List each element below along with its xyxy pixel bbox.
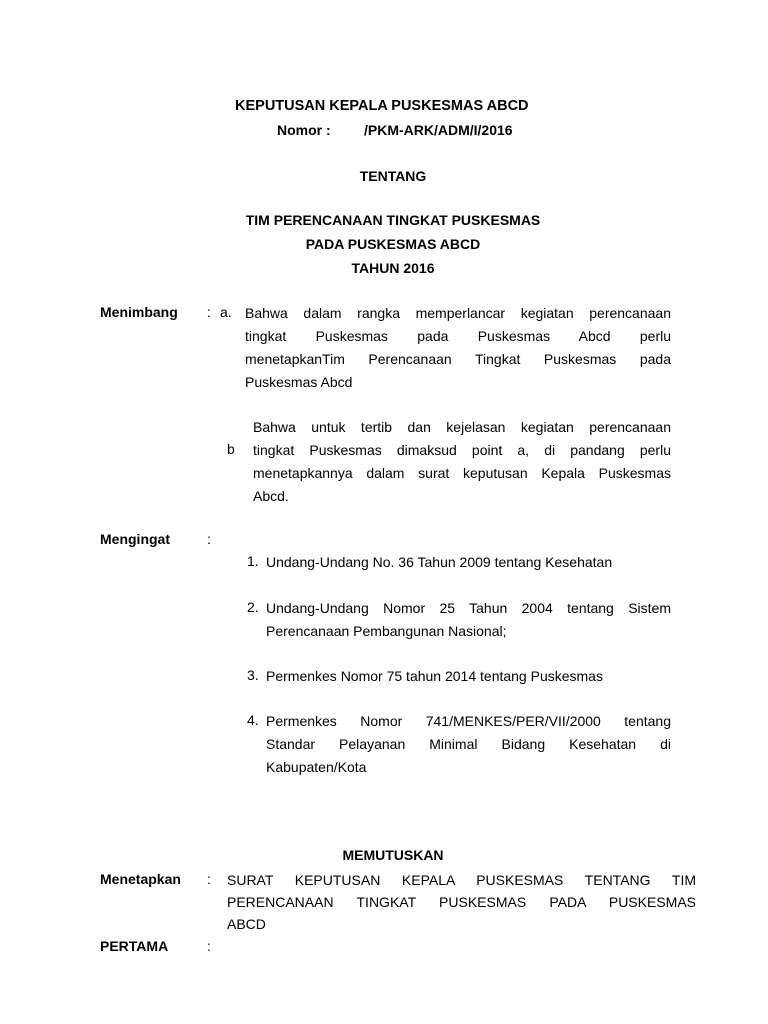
menetapkan-line-1: SURAT KEPUTUSAN KEPALA PUSKESMAS TENTANG TIM [227,872,696,888]
menimbang-item-b-marker: b [227,441,235,457]
document-title: KEPUTUSAN KEPALA PUSKESMAS ABCD [235,98,529,114]
subject-line-1: TIM PERENCANAAN TINGKAT PUSKESMAS [245,212,541,228]
mengingat-item-4-line-2: Standar Pelayanan Minimal Bidang Kesehatan di [266,736,671,752]
mengingat-item-4-number: 4. [247,712,259,728]
mengingat-item-4-line-1: Permenkes Nomor 741/MENKES/PER/VII/2000 tentang [266,713,671,729]
pertama-label: PERTAMA [100,938,169,954]
mengingat-item-3-line-1: Permenkes Nomor 75 tahun 2014 tentang Puskesmas [266,668,603,684]
memutuskan-heading: MEMUTUSKAN [342,847,444,863]
menimbang-item-a-line-4: Puskesmas Abcd [245,374,353,390]
menimbang-item-a-marker: a. [220,304,232,320]
mengingat-item-4-line-3: Kabupaten/Kota [266,759,367,775]
menimbang-item-b-line-2: tingkat Puskesmas dimaksud point a, di pandang perlu [253,442,671,458]
menimbang-item-b-line-3: menetapkannya dalam surat keputusan Kepala Puskesmas [253,465,671,481]
mengingat-item-2-number: 2. [247,599,259,615]
mengingat-item-1-line-1: Undang-Undang No. 36 Tahun 2009 tentang Kesehatan [266,554,613,570]
menimbang-label: Menimbang [100,304,178,320]
menetapkan-label: Menetapkan [100,871,181,887]
tentang-heading: TENTANG [359,168,427,184]
mengingat-label: Mengingat [100,531,170,547]
menimbang-item-a-line-1: Bahwa dalam rangka memperlancar kegiatan perencanaan [245,305,671,321]
menimbang-item-a-line-3: menetapkanTim Perencanaan Tingkat Puskesmas pada [245,351,671,367]
menimbang-item-b-line-4: Abcd. [253,488,289,504]
mengingat-colon: : [207,531,211,547]
mengingat-item-2-line-1: Undang-Undang Nomor 25 Tahun 2004 tentang Sistem [266,600,671,616]
menetapkan-colon: : [207,871,211,887]
subject-line-3: TAHUN 2016 [351,260,435,276]
menetapkan-line-3: ABCD [227,916,266,932]
menimbang-item-b-line-1: Bahwa untuk tertib dan kejelasan kegiatan perencanaan [253,419,671,435]
mengingat-item-3-number: 3. [247,667,259,683]
menimbang-colon: : [207,304,211,320]
menetapkan-line-2: PERENCANAAN TINGKAT PUSKESMAS PADA PUSKESMAS [227,894,696,910]
menimbang-item-a-line-2: tingkat Puskesmas pada Puskesmas Abcd perlu [245,328,671,344]
mengingat-item-2-line-2: Perencanaan Pembangunan Nasional; [266,623,507,639]
mengingat-item-1-number: 1. [247,553,259,569]
pertama-colon: : [207,938,211,954]
nomor-label: Nomor : [277,122,331,138]
subject-line-2: PADA PUSKESMAS ABCD [305,236,481,252]
nomor-value: /PKM-ARK/ADM/I/2016 [364,122,513,138]
